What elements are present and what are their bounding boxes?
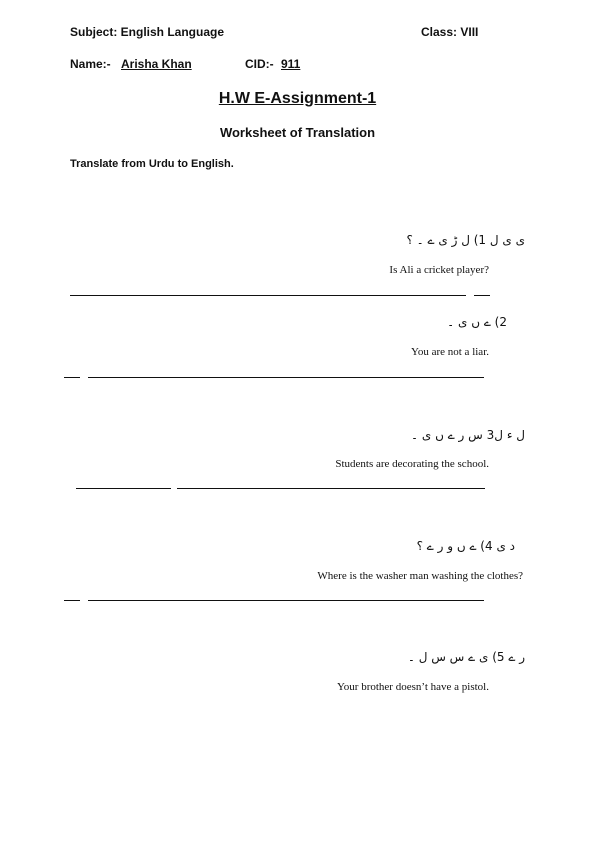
- answer-line: [64, 600, 80, 601]
- english-translation-1: Is Ali a cricket player?: [389, 264, 489, 276]
- answer-line: [88, 377, 484, 378]
- answer-line: [88, 600, 484, 601]
- student-name: Arisha Khan: [121, 57, 192, 71]
- answer-line: [177, 488, 485, 489]
- urdu-sentence-5: ر ے 5) ی ے س س ل ۔: [407, 650, 525, 664]
- worksheet-subtitle: Worksheet of Translation: [219, 125, 376, 140]
- english-translation-4: Where is the washer man washing the clothes?: [317, 570, 523, 582]
- name-label: Name:-: [70, 57, 111, 71]
- english-translation-2: You are not a liar.: [410, 346, 489, 358]
- urdu-sentence-2: 2) ے ں ی ۔: [447, 315, 507, 329]
- answer-line: [64, 377, 80, 378]
- cid-value: 911: [281, 57, 301, 71]
- instruction-text: Translate from Urdu to English.: [70, 158, 234, 170]
- urdu-sentence-3: ل ء ل3 س ر ے ں ی ۔: [411, 428, 525, 442]
- page-title: H.W E-Assignment-1: [218, 90, 377, 107]
- answer-line: [76, 488, 171, 489]
- answer-line: [474, 295, 490, 296]
- class-label: Class: VIII: [421, 25, 479, 39]
- subject-label: Subject: English Language: [70, 25, 225, 39]
- cid-label: CID:-: [245, 57, 274, 71]
- urdu-sentence-4: د ی 4) ے ں و ر ے ؟: [416, 539, 515, 553]
- english-translation-5: Your brother doesn’t have a pistol.: [336, 681, 489, 693]
- english-translation-3: Students are decorating the school.: [335, 458, 489, 470]
- urdu-sentence-1: ی ی ل 1) ل ڑ ی ے ۔ ؟: [406, 233, 525, 247]
- answer-line: [70, 295, 466, 296]
